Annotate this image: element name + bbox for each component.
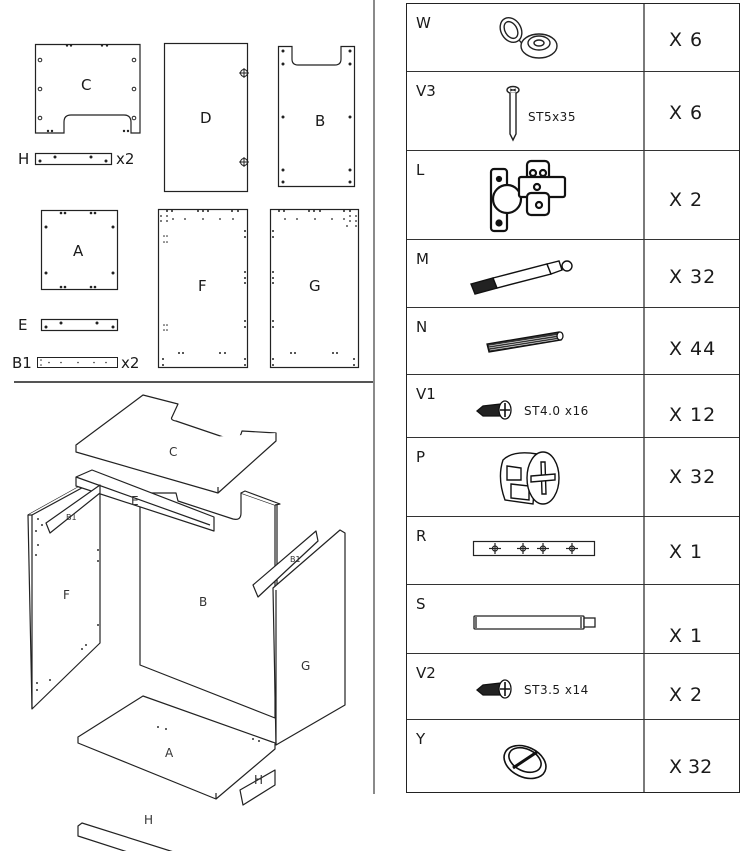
cover-cap-icon <box>495 16 565 62</box>
exploded-label-b: B <box>199 595 208 609</box>
hardware-code: V3 <box>416 82 436 100</box>
exploded-label-b1-right: B1 <box>290 555 301 564</box>
hardware-code: R <box>416 527 427 545</box>
hardware-row-v3 <box>407 71 739 150</box>
panel-f-label: F <box>198 277 207 295</box>
exploded-label-g: G <box>301 659 311 673</box>
panel-d-label: D <box>200 109 212 127</box>
hardware-qty: X 6 <box>669 29 704 51</box>
hardware-row-y <box>407 719 739 791</box>
hardware-code: W <box>416 14 431 32</box>
hardware-row-l <box>407 150 739 239</box>
hardware-qty: X 2 <box>669 189 704 211</box>
hardware-table <box>406 3 740 793</box>
hardware-code: P <box>416 448 426 466</box>
hardware-spec: ST3.5 x14 <box>524 683 589 697</box>
hardware-qty: X 32 <box>669 466 717 488</box>
exploded-label-b1-left: B1 <box>66 513 77 522</box>
wood-dowel-icon <box>483 330 567 356</box>
exploded-assembly-drawing <box>0 385 372 851</box>
short-screw-icon <box>475 399 515 421</box>
hardware-qty: X 32 <box>669 266 717 288</box>
exploded-label-e: E <box>131 494 139 508</box>
hardware-row-v1 <box>407 374 739 437</box>
mounting-rail-icon <box>473 541 597 557</box>
hardware-qty: X 32 <box>669 756 713 778</box>
hardware-code: L <box>416 161 425 179</box>
hardware-qty: X 2 <box>669 684 704 706</box>
hardware-spec: ST4.0 x16 <box>524 404 589 418</box>
exploded-label-h-front: H <box>144 813 154 827</box>
hardware-qty: X 1 <box>669 541 704 563</box>
hardware-qty: X 12 <box>669 404 717 426</box>
hardware-code: S <box>416 595 426 613</box>
panel-h-drawing <box>35 153 113 166</box>
hinge-icon <box>489 159 573 235</box>
panel-h-label: H <box>18 150 30 168</box>
small-screw-icon <box>475 678 515 700</box>
hardware-row-n <box>407 307 739 374</box>
section-divider-horizontal <box>14 381 373 383</box>
exploded-label-a: A <box>165 746 174 760</box>
panel-b1-qty: x2 <box>121 354 140 372</box>
hardware-spec: ST5x35 <box>528 110 576 124</box>
hardware-code: Y <box>416 730 426 748</box>
panel-b1-label: B1 <box>12 354 32 372</box>
exploded-label-c: C <box>169 445 178 459</box>
cam-cover-cap-icon <box>501 742 551 782</box>
hardware-row-p <box>407 437 739 516</box>
hardware-row-v2 <box>407 653 739 719</box>
panel-h-qty: x2 <box>116 150 135 168</box>
cam-bolt-icon <box>467 256 583 296</box>
hardware-code: M <box>416 250 429 268</box>
panel-c-label: C <box>81 76 92 94</box>
panel-g-label: G <box>309 277 321 295</box>
hardware-row-m <box>407 239 739 307</box>
hardware-row-s <box>407 584 739 653</box>
hardware-qty: X 44 <box>669 338 717 360</box>
exploded-label-f: F <box>63 588 70 602</box>
panel-b1-drawing <box>37 357 119 369</box>
long-screw-icon <box>505 86 521 142</box>
hardware-row-w <box>407 4 739 71</box>
hardware-code: V1 <box>416 385 436 403</box>
panel-a-label: A <box>73 242 84 260</box>
handle-rod-icon <box>473 615 599 631</box>
hardware-row-r <box>407 516 739 584</box>
cam-lock-icon <box>493 448 563 506</box>
section-divider-vertical <box>373 0 375 794</box>
hardware-qty: X 6 <box>669 102 704 124</box>
panel-b-label: B <box>315 112 326 130</box>
hardware-qty: X 1 <box>669 625 704 647</box>
panel-e-label: E <box>18 316 28 334</box>
exploded-label-h-back: H <box>254 773 264 787</box>
hardware-code: N <box>416 318 428 336</box>
panel-e-drawing <box>41 319 119 332</box>
hardware-code: V2 <box>416 664 436 682</box>
